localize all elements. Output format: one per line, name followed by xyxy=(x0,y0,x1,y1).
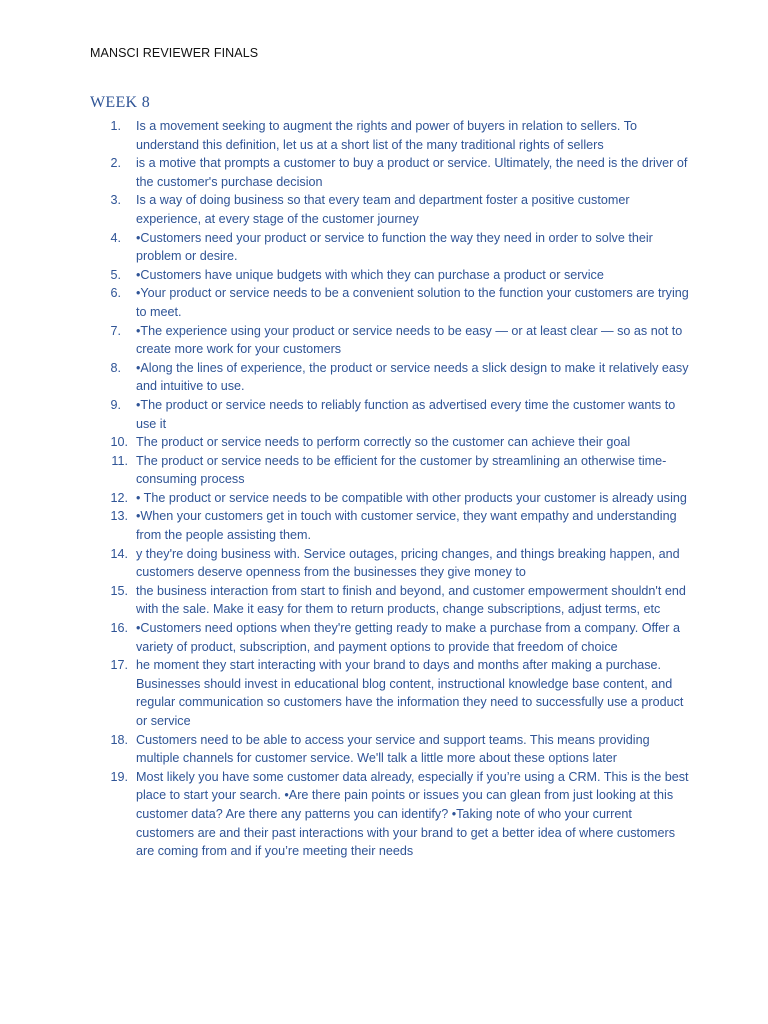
list-item-text: •The experience using your product or service needs to be easy — or at least clear — so as not to create more work for your customers xyxy=(136,323,683,357)
list-item xyxy=(90,731,690,768)
list-item-text: •Your product or service needs to be a convenient solution to the function your customers are trying to meet. xyxy=(136,286,689,319)
list-item xyxy=(90,545,690,582)
list-item-number: 18. xyxy=(110,732,128,747)
list-item-number: 7. xyxy=(110,323,121,338)
list-item-text: Customers need to be able to access your service and support teams. This means providing multiple channels for customer service. We'll talk a little more about these options later xyxy=(136,732,650,766)
list-item xyxy=(90,656,690,730)
section-title: WEEK 8 xyxy=(90,94,151,111)
list-item xyxy=(90,582,690,619)
list-item-text: •Customers need your product or service to function the way they need in order to solve their problem or desire. xyxy=(136,230,653,264)
list-item-number: 3. xyxy=(110,193,121,208)
list-item xyxy=(90,619,690,656)
list-item xyxy=(90,322,690,359)
list-item xyxy=(90,489,690,508)
list-item xyxy=(90,768,690,861)
list-item-number: 5. xyxy=(110,267,121,282)
list-item-number: 8. xyxy=(110,360,121,375)
list-item xyxy=(90,452,690,489)
list-item-text: Is a way of doing business so that every team and department foster a positive customer experience, at every stage of the customer journey xyxy=(136,193,630,226)
list-item-number: 12. xyxy=(110,490,128,505)
list-item-number: 16. xyxy=(110,621,128,636)
list-item xyxy=(90,507,690,544)
list-item-text: the business interaction from start to finish and beyond, and customer empowerment shouldn't end with the sale. Make it easy for them to return products, change subscriptions, adjust terms, etc xyxy=(136,583,686,617)
list-item xyxy=(90,154,690,191)
list-item-text: is a motive that prompts a customer to buy a product or service. Ultimately, the need is the driver of the customer's purchase decision xyxy=(136,156,688,189)
list-item-number: 19. xyxy=(110,769,128,784)
list-item-text: •Customers need options when they're getting ready to make a purchase from a company. Offer a variety of product, subscription, and payment options to provide that freedom of choice xyxy=(136,621,680,654)
list-item-number: 14. xyxy=(110,546,128,561)
list-item-number: 9. xyxy=(110,397,121,412)
numbered-list xyxy=(90,117,690,861)
list-item-number: 4. xyxy=(110,230,121,245)
list-item-text: •Along the lines of experience, the product or service needs a slick design to make it relatively easy and intuitive to use. xyxy=(136,360,689,394)
list-item-text: •Customers have unique budgets with which they can purchase a product or service xyxy=(136,267,604,282)
list-item xyxy=(90,359,690,396)
list-item-number: 6. xyxy=(110,286,121,301)
list-item-text: The product or service needs to be efficient for the customer by streamlining an otherwise time-consuming process xyxy=(136,453,667,487)
list-item-number: 13. xyxy=(110,509,128,524)
list-item xyxy=(90,117,690,154)
list-item-text: •The product or service needs to reliably function as advertised every time the customer wants to use it xyxy=(136,397,676,431)
list-item-text: he moment they start interacting with your brand to days and months after making a purchase. Businesses should invest in educational blog content, instructional knowledge base content, and regular communication so customers have the information they need to successfully use a product or service xyxy=(136,658,684,728)
list-item-number: 17. xyxy=(110,658,128,673)
list-item xyxy=(90,191,690,228)
list-item-number: 11. xyxy=(111,453,128,468)
list-item-text: • The product or service needs to be compatible with other products your customer is already using xyxy=(136,490,687,505)
list-item xyxy=(90,433,690,452)
list-item-text: Is a movement seeking to augment the rights and power of buyers in relation to sellers. To understand this definition, let us at a short list of the many traditional rights of sellers xyxy=(136,119,637,152)
list-item xyxy=(90,266,690,285)
list-item-text: Most likely you have some customer data already, especially if you’re using a CRM. This is the best place to start your search. •Are there pain points or issues you can glean from just looking at this customer data? Are there any patterns you can identify? •Taking note of who your current customers are and their past interactions with your brand to get a better idea of where customers are coming from and if you’re meeting their needs xyxy=(136,769,689,859)
list-item-number: 2. xyxy=(110,156,121,171)
list-item xyxy=(90,396,690,433)
list-item-text: •When your customers get in touch with customer service, they want empathy and understanding from the people assisting them. xyxy=(136,509,677,543)
document-header: MANSCI REVIEWER FINALS xyxy=(90,46,259,60)
list-item-number: 10. xyxy=(110,435,128,450)
list-item-number: 15. xyxy=(110,583,128,598)
list-item xyxy=(90,229,690,266)
list-item xyxy=(90,284,690,321)
list-item-number: 1. xyxy=(110,119,121,133)
list-item-text: y they're doing business with. Service outages, pricing changes, and things breaking happen, and customers deserve openness from the businesses they give money to xyxy=(136,546,680,580)
list-item-text: The product or service needs to perform correctly so the customer can achieve their goal xyxy=(136,435,631,450)
